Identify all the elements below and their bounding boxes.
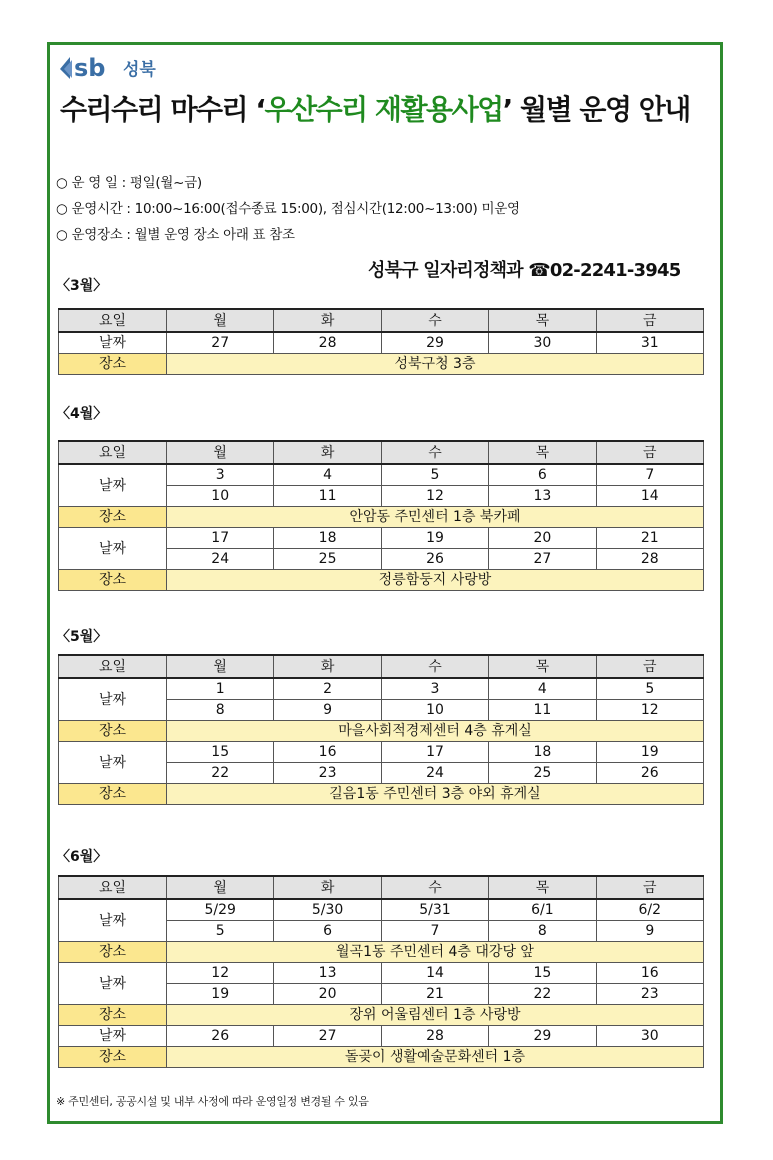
date-cell: 3 [167,464,274,486]
header-cell: 월 [167,876,274,899]
place-value: 장위 어울림센터 1층 사랑방 [167,1005,704,1026]
header-cell: 요일 [59,655,167,678]
date-cell: 15 [489,963,596,984]
date-cell: 24 [381,763,488,784]
date-cell: 19 [167,984,274,1005]
date-label: 날짜 [59,742,167,784]
date-cell: 8 [489,921,596,942]
header-cell: 금 [596,309,703,332]
place-label: 장소 [59,942,167,963]
date-cell: 10 [167,486,274,507]
date-cell: 12 [167,963,274,984]
date-cell: 21 [596,528,703,549]
date-cell: 30 [489,332,596,354]
header-cell: 화 [274,655,381,678]
date-cell: 20 [489,528,596,549]
place-value: 안암동 주민센터 1층 북카페 [167,507,704,528]
date-cell: 6/1 [489,899,596,921]
date-cell: 10 [381,700,488,721]
date-row [59,528,704,549]
date-cell: 17 [381,742,488,763]
date-cell: 14 [381,963,488,984]
date-cell: 2 [274,678,381,700]
header-row [59,655,704,678]
header-cell: 화 [274,309,381,332]
place-value: 돌곶이 생활예술문화센터 1층 [167,1047,704,1068]
info-days: ○ 운 영 일 : 평일(월~금) [56,175,202,191]
page-title [60,88,690,128]
date-cell: 5 [596,678,703,700]
date-cell: 15 [167,742,274,763]
logo [56,52,156,82]
date-cell: 5/31 [381,899,488,921]
date-cell: 28 [596,549,703,570]
date-label: 날짜 [59,464,167,507]
sb-logo-icon [56,53,120,81]
header-row [59,441,704,464]
date-cell: 24 [167,549,274,570]
contact-phone: 성북구 일자리정책과 ☎02-2241-3945 [368,260,681,281]
info-hours: ○ 운영시간 : 10:00~16:00(접수종료 15:00), 점심시간(12:00~13:00) 미운영 [56,201,520,217]
date-cell: 20 [274,984,381,1005]
title-part: 수리수리 마수리 ‘ [60,93,265,126]
date-cell: 25 [489,763,596,784]
place-label: 장소 [59,1005,167,1026]
date-cell: 18 [489,742,596,763]
place-label: 장소 [59,570,167,591]
header-cell: 화 [274,876,381,899]
date-cell: 17 [167,528,274,549]
date-row [59,742,704,763]
header-cell: 월 [167,309,274,332]
date-cell: 1 [167,678,274,700]
header-cell: 금 [596,876,703,899]
date-cell: 3 [381,678,488,700]
place-label: 장소 [59,354,167,375]
month-table [58,654,704,805]
date-cell: 22 [489,984,596,1005]
date-cell: 9 [274,700,381,721]
header-row [59,876,704,899]
header-cell: 수 [381,309,488,332]
date-cell: 22 [167,763,274,784]
month-label: 〈5월〉 [56,629,108,645]
date-label: 날짜 [59,332,167,354]
date-cell: 9 [596,921,703,942]
date-cell: 23 [274,763,381,784]
title-highlight: 우산수리 재활용사업 [264,93,503,126]
header-cell: 요일 [59,876,167,899]
date-cell: 27 [167,332,274,354]
date-cell: 30 [596,1026,703,1047]
date-cell: 23 [596,984,703,1005]
place-value: 성북구청 3층 [167,354,704,375]
date-cell: 31 [596,332,703,354]
date-cell: 11 [274,486,381,507]
date-cell: 25 [274,549,381,570]
header-cell: 목 [489,655,596,678]
place-row [59,1047,704,1068]
date-cell: 13 [274,963,381,984]
date-cell: 19 [381,528,488,549]
header-cell: 목 [489,309,596,332]
date-row [59,963,704,984]
date-cell: 12 [381,486,488,507]
header-cell: 요일 [59,309,167,332]
date-row [59,899,704,921]
date-cell: 29 [489,1026,596,1047]
date-row [59,464,704,486]
place-label: 장소 [59,784,167,805]
date-cell: 13 [489,486,596,507]
date-cell: 5 [381,464,488,486]
logo-text: 성북 [123,59,156,80]
month-label: 〈4월〉 [56,406,108,422]
header-cell: 수 [381,876,488,899]
header-cell: 수 [381,441,488,464]
header-cell: 수 [381,655,488,678]
date-row [59,1026,704,1047]
header-cell: 금 [596,441,703,464]
date-cell: 27 [274,1026,381,1047]
date-cell: 11 [489,700,596,721]
place-row [59,354,704,375]
title-part: ’ 월별 운영 안내 [502,93,690,126]
date-cell: 16 [274,742,381,763]
date-label: 날짜 [59,1026,167,1047]
date-cell: 7 [381,921,488,942]
place-row [59,942,704,963]
place-row [59,784,704,805]
place-row [59,1005,704,1026]
header-cell: 금 [596,655,703,678]
place-label: 장소 [59,721,167,742]
date-cell: 18 [274,528,381,549]
date-cell: 19 [596,742,703,763]
svg-text:sb: sb [74,54,106,81]
header-cell: 월 [167,655,274,678]
header-cell: 화 [274,441,381,464]
header-cell: 목 [489,441,596,464]
month-table [58,875,704,1068]
place-label: 장소 [59,507,167,528]
date-cell: 28 [274,332,381,354]
date-cell: 5 [167,921,274,942]
date-label: 날짜 [59,678,167,721]
header-cell: 월 [167,441,274,464]
date-cell: 28 [381,1026,488,1047]
date-cell: 5/29 [167,899,274,921]
date-cell: 4 [489,678,596,700]
footnote: ※ 주민센터, 공공시설 및 내부 사정에 따라 운영일정 변경될 수 있음 [56,1095,369,1108]
header-row [59,309,704,332]
date-cell: 26 [596,763,703,784]
month-label: 〈6월〉 [56,849,108,865]
date-label: 날짜 [59,528,167,570]
month-table [58,308,704,375]
date-row [59,678,704,700]
place-value: 정릉함둥지 사랑방 [167,570,704,591]
date-cell: 26 [167,1026,274,1047]
header-cell: 요일 [59,441,167,464]
place-value: 마을사회적경제센터 4층 휴게실 [167,721,704,742]
date-cell: 14 [596,486,703,507]
date-cell: 6/2 [596,899,703,921]
date-cell: 12 [596,700,703,721]
date-cell: 4 [274,464,381,486]
date-cell: 16 [596,963,703,984]
place-row [59,721,704,742]
date-label: 날짜 [59,899,167,942]
date-cell: 5/30 [274,899,381,921]
date-label: 날짜 [59,963,167,1005]
place-row [59,507,704,528]
place-value: 길음1동 주민센터 3층 야외 휴게실 [167,784,704,805]
date-cell: 29 [381,332,488,354]
date-row [59,332,704,354]
info-place: ○ 운영장소 : 월별 운영 장소 아래 표 참조 [56,227,295,243]
date-cell: 7 [596,464,703,486]
month-label: 〈3월〉 [56,278,108,294]
month-table [58,440,704,591]
date-cell: 27 [489,549,596,570]
header-cell: 목 [489,876,596,899]
date-cell: 6 [274,921,381,942]
place-row [59,570,704,591]
place-value: 월곡1동 주민센터 4층 대강당 앞 [167,942,704,963]
place-label: 장소 [59,1047,167,1068]
date-cell: 21 [381,984,488,1005]
date-cell: 8 [167,700,274,721]
date-cell: 6 [489,464,596,486]
date-cell: 26 [381,549,488,570]
